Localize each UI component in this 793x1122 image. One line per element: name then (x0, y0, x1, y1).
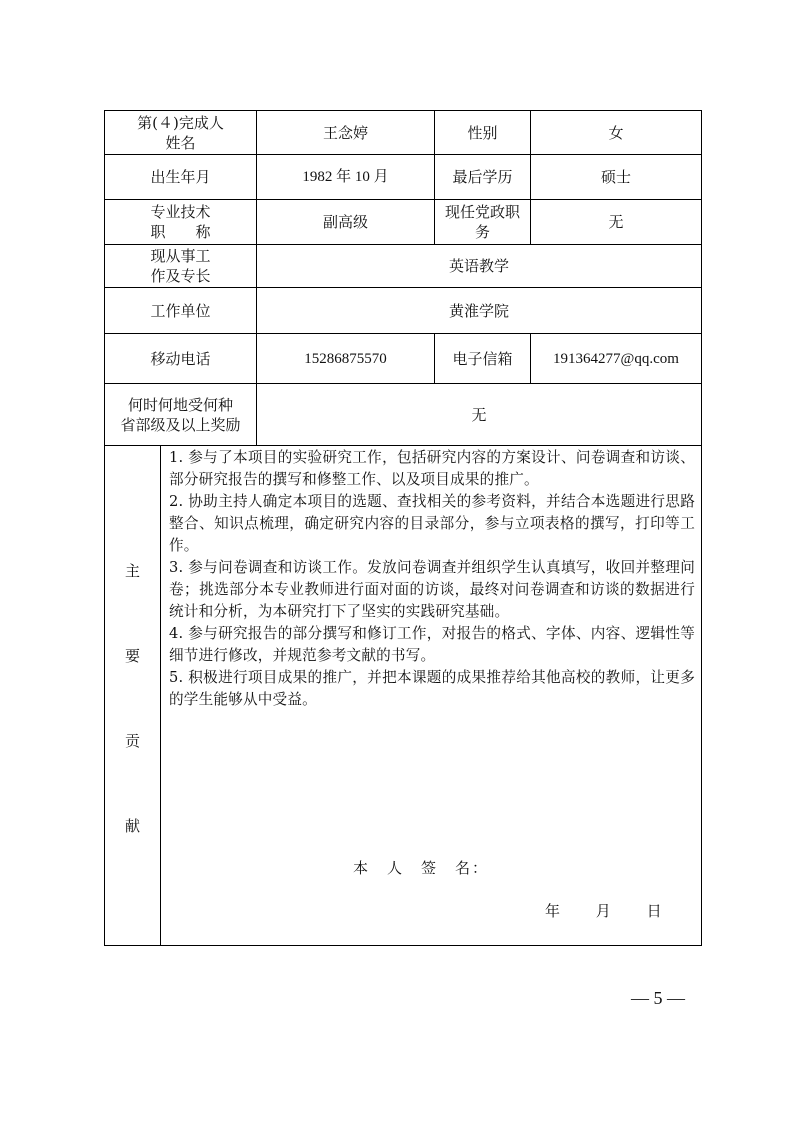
professional-title-label-cell (105, 200, 257, 245)
contribution-item: 3. 参与问卷调查和访谈工作。发放问卷调查并组织学生认真填写，收回并整理问卷；挑选部分本专业教师进行面对面的访谈，最终对问卷调查和访谈的数据进行统计和分析，为本研究打下了坚实的实践研究基础。 (169, 559, 695, 620)
contribution-label-char: 贡 (124, 732, 140, 750)
party-post-label-line1: 现任党政职 (444, 203, 520, 221)
contribution-row (105, 446, 702, 946)
gender-label: 性别 (435, 111, 531, 155)
professional-title-value: 副高级 (257, 200, 435, 245)
employer-value: 黄淮学院 (257, 288, 702, 334)
contribution-item: 2. 协助主持人确定本项目的选题、查找相关的参考资料，并结合本选题进行思路整合、知识点梳理，确定研究内容的目录部分，参与立项表格的撰写，打印等工作。 (169, 493, 695, 554)
award-row (105, 384, 702, 446)
party-post-label-cell (435, 200, 531, 245)
name-value: 王念婷 (257, 111, 435, 155)
phone-value: 15286875570 (257, 334, 435, 384)
employer-label: 工作单位 (105, 288, 257, 334)
professional-title-label-line1: 专业技术 (150, 203, 211, 221)
name-label: 姓名 (165, 133, 196, 152)
contribution-list (161, 446, 701, 711)
title-row (105, 200, 702, 245)
date-year-label: 年 (545, 902, 561, 920)
phone-label: 移动电话 (105, 334, 257, 384)
party-post-value: 无 (531, 200, 702, 245)
contribution-label-char: 献 (124, 817, 140, 835)
contribution-item: 1. 参与了本项目的实验研究工作，包括研究内容的方案设计、问卷调查和访谈、部分研究报告的撰写和修整工作、以及项目成果的推广。 (169, 449, 695, 488)
date-month-label: 月 (595, 902, 611, 920)
email-value: 191364277@qq.com (531, 334, 702, 384)
award-label-line2: 省部级及以上奖励 (120, 415, 241, 434)
personal-info-table (104, 110, 702, 946)
contribution-label-cell (105, 446, 161, 946)
date-day-label: 日 (646, 902, 662, 920)
job-row (105, 245, 702, 288)
name-row (105, 111, 702, 155)
gender-value: 女 (531, 111, 702, 155)
award-label-cell (105, 384, 257, 446)
birth-label: 出生年月 (105, 155, 257, 200)
award-label-line1: 何时何地受何种 (127, 395, 233, 414)
signature-date (545, 901, 693, 921)
email-label: 电子信箱 (435, 334, 531, 384)
job-value: 英语教学 (257, 245, 702, 288)
party-post-label-line2: 务 (474, 223, 490, 241)
education-value: 硕士 (531, 155, 702, 200)
contribution-label-char: 要 (124, 647, 140, 665)
birth-row (105, 155, 702, 200)
contribution-item: 4. 参与研究报告的部分撰写和修订工作，对报告的格式、字体、内容、逻辑性等细节进行修改，并规范参考文献的书写。 (169, 625, 695, 664)
contribution-label-char: 主 (124, 562, 140, 580)
professional-title-label-line2: 职 称 (150, 223, 211, 241)
award-value: 无 (257, 384, 702, 446)
person-header: 第(４)完成人 (137, 113, 224, 132)
contact-row (105, 334, 702, 384)
job-label-cell (105, 245, 257, 288)
contribution-content-cell (161, 446, 702, 946)
job-label-line1: 现从事工 (150, 247, 211, 265)
page-number: — 5 — (631, 988, 685, 1008)
birth-value: 1982 年 10 月 (257, 155, 435, 200)
name-label-cell (105, 111, 257, 155)
contribution-item: 5. 积极进行项目成果的推广，并把本课题的成果推荐给其他高校的教师，让更多的学生能够从中受益。 (169, 669, 695, 708)
job-label-line2: 作及专长 (150, 267, 211, 285)
contribution-label (105, 446, 160, 901)
education-label: 最后学历 (435, 155, 531, 200)
employer-row (105, 288, 702, 334)
signature-label: 本 人 签 名： (353, 859, 490, 877)
